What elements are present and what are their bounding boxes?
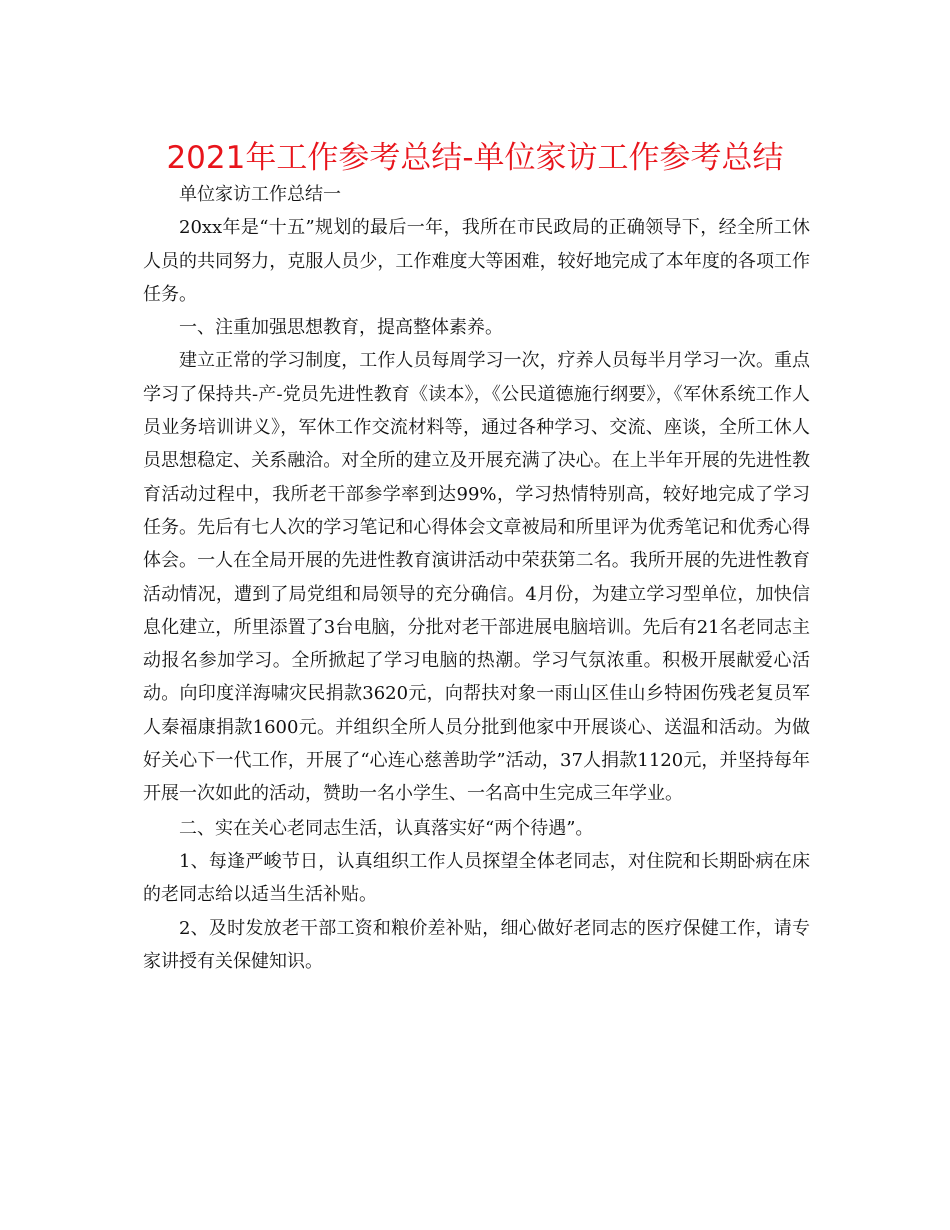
document-title: 2021年工作参考总结-单位家访工作参考总结 <box>166 140 784 176</box>
section-heading: 一、注重加强思想教育，提高整体素养。 <box>179 317 503 339</box>
document-body <box>143 178 810 978</box>
section-heading: 二、实在关心老同志生活，认真落实好“两个待遇”。 <box>179 817 594 839</box>
paragraph: 20xx年是“十五”规划的最后一年，我所在市民政局的正确领导下，经全所工休人员的共同努力，克服人员少，工作难度大等困难，较好地完成了本年度的各项工作任务。 <box>143 217 810 305</box>
paragraph: 1、每逢严峻节日，认真组织工作人员探望全体老同志，对住院和长期卧病在床的老同志给以适当生活补贴。 <box>143 850 810 906</box>
section-heading: 单位家访工作总结一 <box>179 184 341 205</box>
paragraph: 2、及时发放老干部工资和粮价差补贴，细心做好老同志的医疗保健工作，请专家讲授有关保健知识。 <box>143 917 810 972</box>
paragraph: 建立正常的学习制度，工作人员每周学习一次，疗养人员每半月学习一次。重点学习了保持共-产-党员先进性教育《读本》，《公民道德施行纲要》，《军休系统工作人员业务培训讲义》，军休工作交流材料等，通过各种学习、交流、座谈，全所工休人员思想稳定、关系融洽。对全所的建立及开展充满了决心。在上半年开展的先进性教育活动过程中，我所老干部参学率到达99%，学习热情特别高，较好地完成了学习任务。先后有七人次的学习笔记和心得体会文章被局和所里评为优秀笔记和优秀心得体会。一人在全局开展的先进性教育演讲活动中荣获第二名。我所开展的先进性教育活动情况，遭到了局党组和局领导的充分确信。4月份，为建立学习型单位，加快信息化建立，所里添置了3台电脑，分批对老干部进展电脑培训。先后有21名老同志主动报名参加学习。全所掀起了学习电脑的热潮。学习气氛浓重。积极开展献爱心活动。向印度洋海啸灾民捐款3620元，向帮扶对象一雨山区佳山乡特困伤残老复员军人秦福康捐款1600元。并组织全所人员分批到他家中开展谈心、送温和活动。为做好关心下一代工作，开展了“心连心慈善助学”活动，37人捐款1120元，并坚持每年开展一次如此的活动，赞助一名小学生、一名高中生完成三年学业。 <box>143 350 810 805</box>
